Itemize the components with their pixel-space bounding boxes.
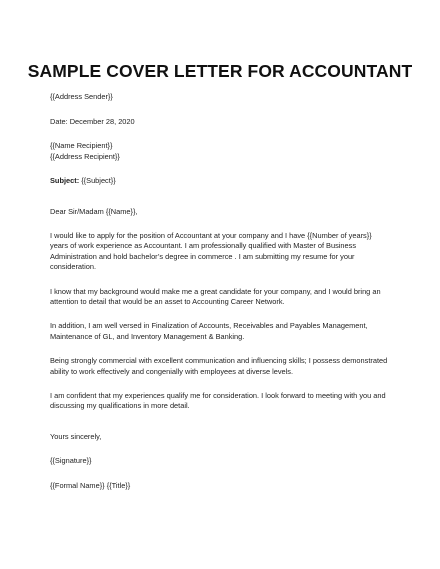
- signature-placeholder: {{Signature}}: [50, 456, 92, 466]
- letter-date: Date: December 28, 2020: [50, 116, 135, 126]
- letter-body: [50, 92, 410, 491]
- letter-title: SAMPLE COVER LETTER FOR ACCOUNTANT: [27, 61, 413, 81]
- paragraph-line: ability to work effectively and congenially with employees at diverse levels.: [50, 366, 294, 376]
- salutation: Dear Sir/Madam {{Name}},: [50, 206, 138, 216]
- paragraph-1: [50, 231, 410, 272]
- paragraph-line: I know that my background would make me a great candidate for your company, and I would bring an: [50, 286, 381, 296]
- closing: Yours sincerely,: [50, 431, 102, 441]
- paragraph-line: I am confident that my experiences qualify me for consideration. I look forward to meeting with you and: [50, 391, 386, 401]
- subject-label: Subject:: [50, 176, 80, 186]
- address-sender: {{Address Sender}}: [50, 92, 113, 101]
- paragraph-5: [50, 391, 410, 411]
- subject-value: {{Subject}}: [79, 176, 116, 186]
- paragraph-line: Being strongly commercial with excellent communication and influencing skills; I possess demonstrated: [50, 356, 388, 366]
- paragraph-line: In addition, I am well versed in Finalization of Accounts, Receivables and Payables Management,: [50, 321, 368, 331]
- name-recipient: {{Name Recipient}}: [50, 141, 113, 151]
- address-recipient: {{Address Recipient}}: [50, 151, 120, 161]
- paragraph-4: [50, 356, 410, 376]
- formal-name: {{Formal Name}} {{Title}}: [50, 481, 131, 491]
- paragraph-2: [50, 287, 410, 307]
- paragraph-line: consideration.: [50, 261, 97, 271]
- paragraph-line: years of work experience as Accountant. I am professionally qualified with Master of Business: [50, 241, 357, 251]
- paragraph-line: discussing my qualifications in more detail.: [50, 401, 190, 411]
- paragraph-3: [50, 321, 410, 341]
- paragraph-line: Administration and hold bachelor’s degree in commerce . I am submitting my resume for your: [50, 251, 355, 261]
- paragraph-line: Maintenance of GL, and Inventory Management & Banking.: [50, 331, 245, 341]
- subject-line: [50, 176, 410, 186]
- paragraph-line: I would like to apply for the position of Accountant at your company and I have {{Number of years}}: [50, 231, 372, 241]
- paragraph-line: attention to detail that would be an asset to Accounting Career Network.: [50, 296, 285, 306]
